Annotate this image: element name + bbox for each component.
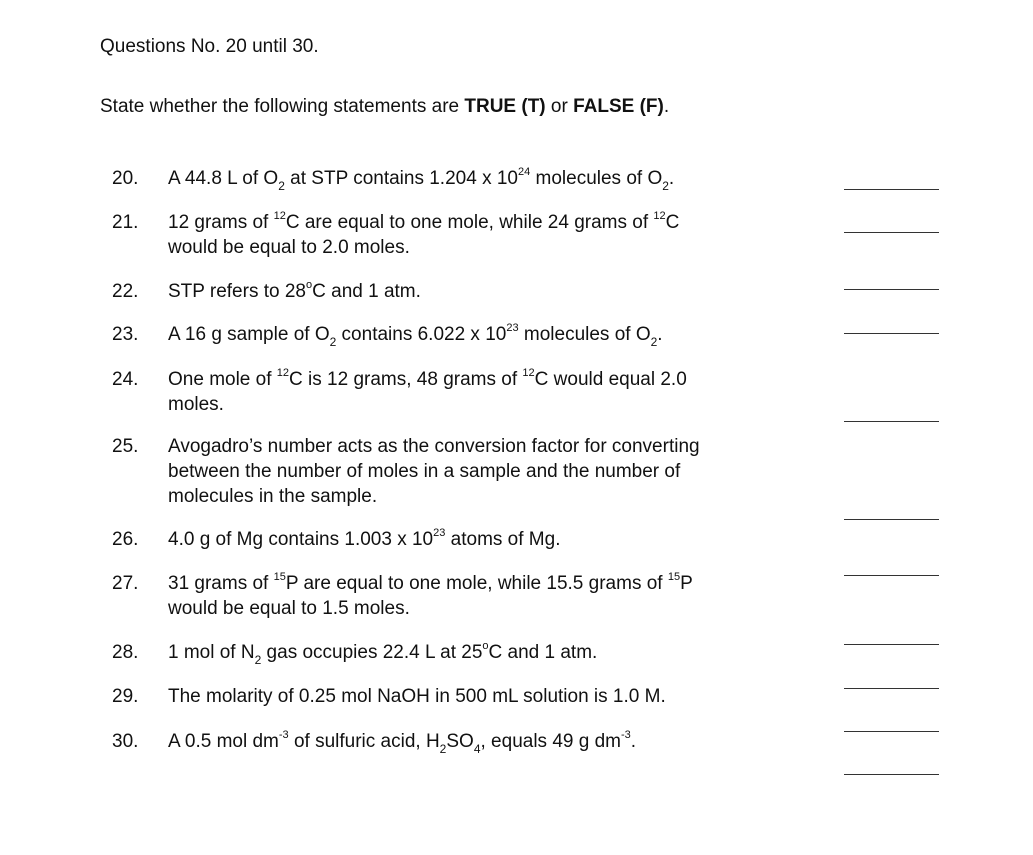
superscript: 12 (276, 366, 290, 379)
superscript: 12 (653, 209, 666, 222)
answer-blank-line[interactable] (844, 519, 939, 520)
question-text-line: would be equal to 1.5 moles. (168, 598, 410, 619)
instructions-prefix: State whether the following statements are (100, 96, 465, 117)
superscript: 23 (506, 321, 519, 334)
superscript: -3 (278, 728, 289, 741)
subscript: 2 (329, 334, 337, 349)
answer-blank-line[interactable] (844, 575, 939, 576)
question-number: 25. (112, 436, 139, 457)
question-text (168, 166, 788, 191)
subscript: 2 (650, 334, 658, 349)
answer-blank-line[interactable] (844, 421, 939, 422)
question-text-line: The molarity of 0.25 mol NaOH in 500 mL solution is 1.0 M. (168, 686, 666, 707)
superscript: 12 (273, 209, 286, 222)
question-text-line: 4.0 g of Mg contains 1.003 x $10^{23}$ atoms of Mg. (168, 526, 561, 550)
subscript: 2 (278, 178, 285, 193)
question-text (168, 527, 788, 552)
answer-blank-line[interactable] (844, 731, 939, 732)
question-text-line: One mole of $^{12}$C is 12 grams, 48 grams of $^{12}$C would equal 2.0 (168, 366, 687, 390)
answer-blank-line[interactable] (844, 774, 939, 775)
question-text-line: A 16 g sample of $O_2$ contains 6.022 x $10^{23}$ molecules of $O_2$. (168, 321, 663, 349)
superscript: 12 (522, 366, 535, 379)
subscript: 2 (439, 741, 447, 756)
question-number: 20. (112, 168, 139, 189)
question-text-line: A 44.8 L of $O_2$ at STP contains 1.204 x $10^{24}$ molecules of $O_2$. (168, 165, 675, 193)
superscript: 23 (433, 526, 446, 539)
question-text-line: would be equal to 2.0 moles. (168, 237, 410, 258)
answer-blank-line[interactable] (844, 189, 939, 190)
answer-blank-line[interactable] (844, 333, 939, 334)
question-text (168, 434, 788, 509)
question-text-line: between the number of moles in a sample and the number of (168, 461, 681, 482)
question-number: 22. (112, 281, 139, 302)
answer-blank-line[interactable] (844, 644, 939, 645)
answer-blank-line[interactable] (844, 688, 939, 689)
question-number: 23. (112, 324, 139, 345)
question-text (168, 729, 788, 754)
question-text-line: 1 mol of $N_2$ gas occupies 22.4 L at 25$^o$C and 1 atm. (168, 639, 598, 667)
question-number: 30. (112, 731, 139, 752)
question-number: 28. (112, 642, 139, 663)
question-number: 24. (112, 369, 139, 390)
question-number: 29. (112, 686, 139, 707)
question-text-line: STP refers to 28$^o$C and 1 atm. (168, 278, 421, 302)
question-text (168, 322, 788, 347)
question-text-line: Avogadro’s number acts as the conversion factor for converting (168, 436, 700, 457)
question-text (168, 684, 788, 709)
question-text-line: 12 grams of $^{12}$C are equal to one mole, while 24 grams of $^{12}$C (168, 209, 680, 233)
superscript: 24 (517, 165, 531, 178)
question-number: 21. (112, 212, 139, 233)
instructions-suffix: . (663, 96, 670, 117)
instructions (100, 96, 669, 118)
answer-blank-line[interactable] (844, 232, 939, 233)
superscript: 15 (667, 570, 681, 583)
subscript: 2 (662, 178, 669, 193)
instructions-middle: or (545, 96, 574, 117)
question-number: 27. (112, 573, 139, 594)
question-number: 26. (112, 529, 139, 550)
question-text-line: molecules in the sample. (168, 486, 378, 507)
superscript: -3 (620, 728, 631, 741)
question-text-line: A 0.5 mol $dm^{-3}$ of sulfuric acid, $H_2SO_4$, equals 49 g $dm^{-3}$. (168, 728, 637, 756)
question-text-line: 31 grams of $^{15}$P are equal to one mole, while 15.5 grams of $^{15}$P (168, 570, 693, 594)
superscript: 15 (273, 570, 286, 583)
question-text (168, 367, 788, 417)
true-label: TRUE (T) (464, 96, 546, 117)
question-text (168, 571, 788, 621)
question-text-line: moles. (168, 394, 224, 415)
question-text (168, 640, 788, 665)
question-text (168, 279, 788, 304)
page-title: Questions No. 20 until 30. (100, 36, 319, 57)
answer-blank-line[interactable] (844, 289, 939, 290)
superscript: o (306, 278, 313, 291)
question-text (168, 210, 788, 260)
subscript: 4 (473, 741, 481, 756)
superscript: o (482, 639, 489, 652)
subscript: 2 (254, 652, 262, 667)
false-label: FALSE (F) (573, 96, 664, 117)
